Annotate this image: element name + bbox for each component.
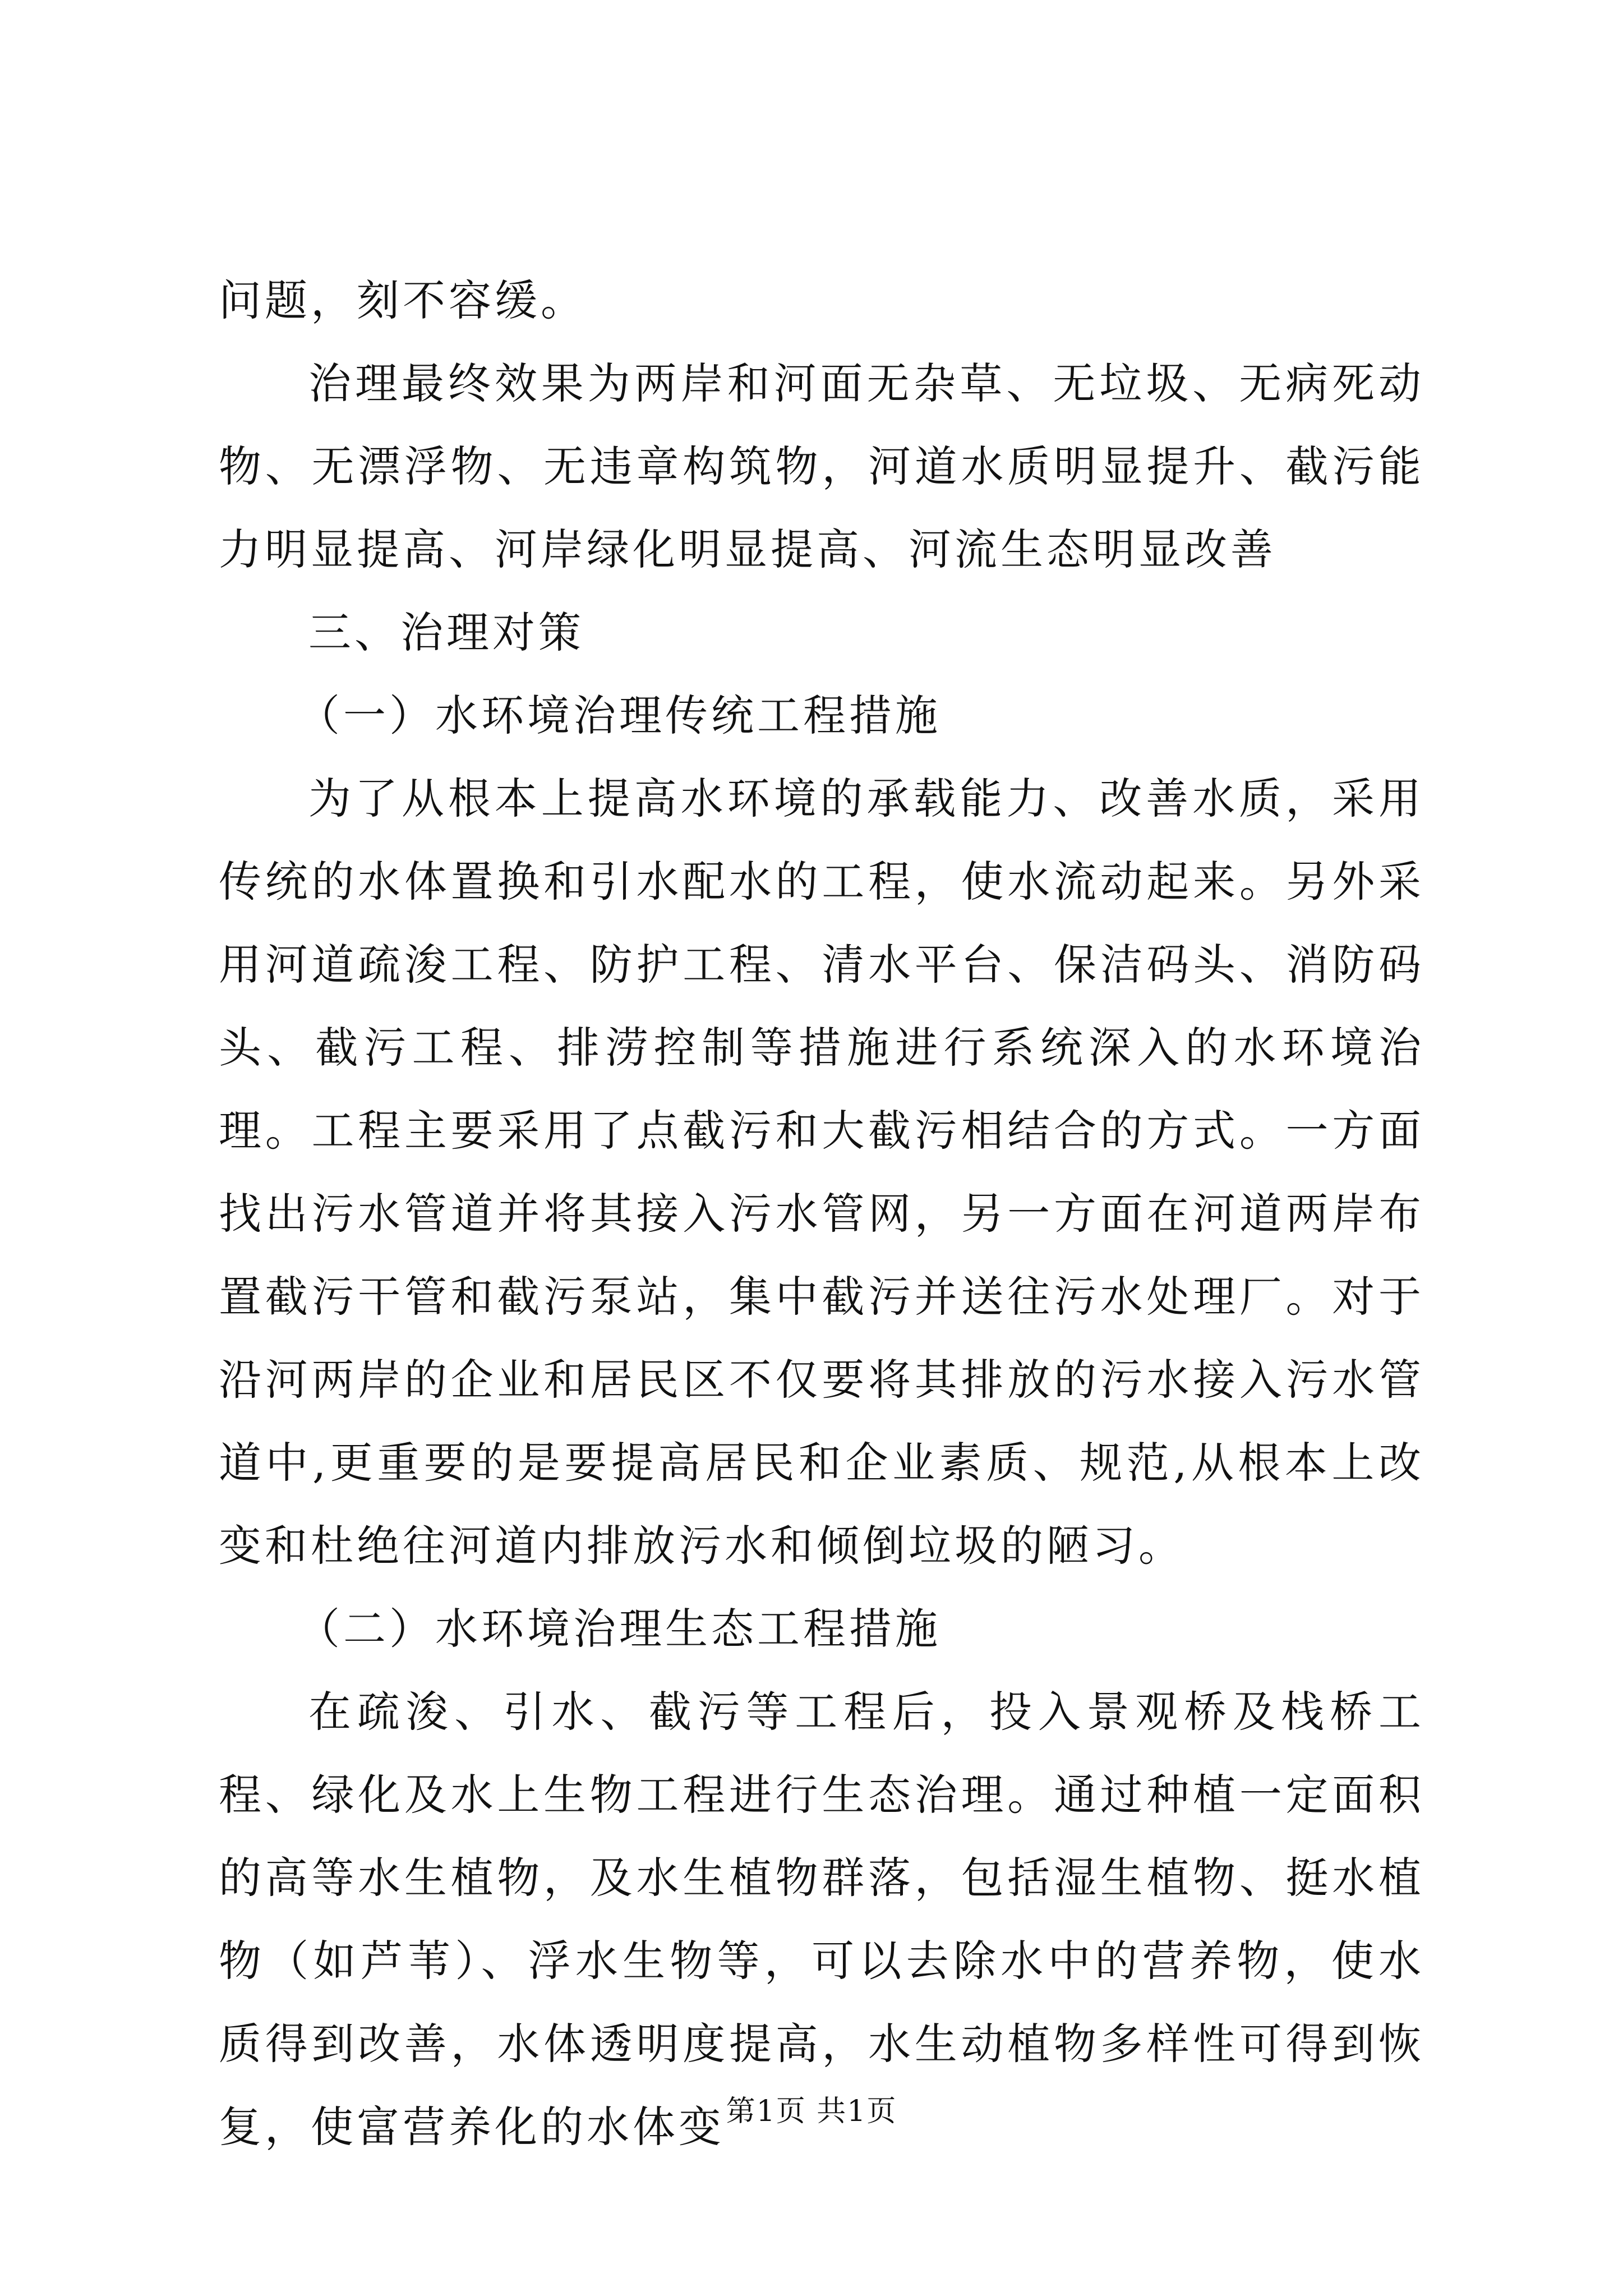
paragraph-continuation: 问题，刻不容缓。 <box>219 275 587 325</box>
subsection-heading-ecological-measures: （二）水环境治理生态工程措施 <box>297 1604 941 1654</box>
paragraph-traditional-measures: 为了从根本上提高水环境的承载能力、改善水质，采用传统的水体置换和引水配水的工程，使水流动起来。另外采用河道疏浚工程、防护工程、清水平台、保洁码头、消防码头、截污工程、排涝控制等措施进行系统深入的水环境治理。工程主要采用了点截污和大截污相结合的方式。一方面找出污水管道并将其接入污水管网，另一方面在河道两岸布置截污干管和截污泵站，集中截污并送往污水处理厂。对于沿河两岸的企业和居民区不仅要将其排放的污水接入污水管道中,更重要的是要提高居民和企业素质、规范,从根本上改变和杜绝往河道内排放污水和倾倒垃圾的陋习。 <box>219 774 1424 1571</box>
document-body <box>219 259 1424 2169</box>
paragraph-governance-effect: 治理最终效果为两岸和河面无杂草、无垃圾、无病死动物、无漂浮物、无违章构筑物，河道水质明显提升、截污能力明显提高、河岸绿化明显提高、河流生态明显改善 <box>219 358 1424 574</box>
subsection-heading-traditional-measures: （一）水环境治理传统工程措施 <box>297 691 941 740</box>
section-heading-countermeasures: 三、治理对策 <box>308 608 584 657</box>
page-footer: 第1页 共1页 <box>726 2095 897 2128</box>
paragraph-ecological-measures: 在疏浚、引水、截污等工程后，投入景观桥及栈桥工程、绿化及水上生物工程进行生态治理。通过种植一定面积的高等水生植物，及水生植物群落，包括湿生植物、挺水植物（如芦苇）、浮水生物等，可以去除水中的营养物，使水质得到改善，水体透明度提高，水生动植物多样性可得到恢复，使富营养化的水体变 <box>219 1687 1424 2152</box>
